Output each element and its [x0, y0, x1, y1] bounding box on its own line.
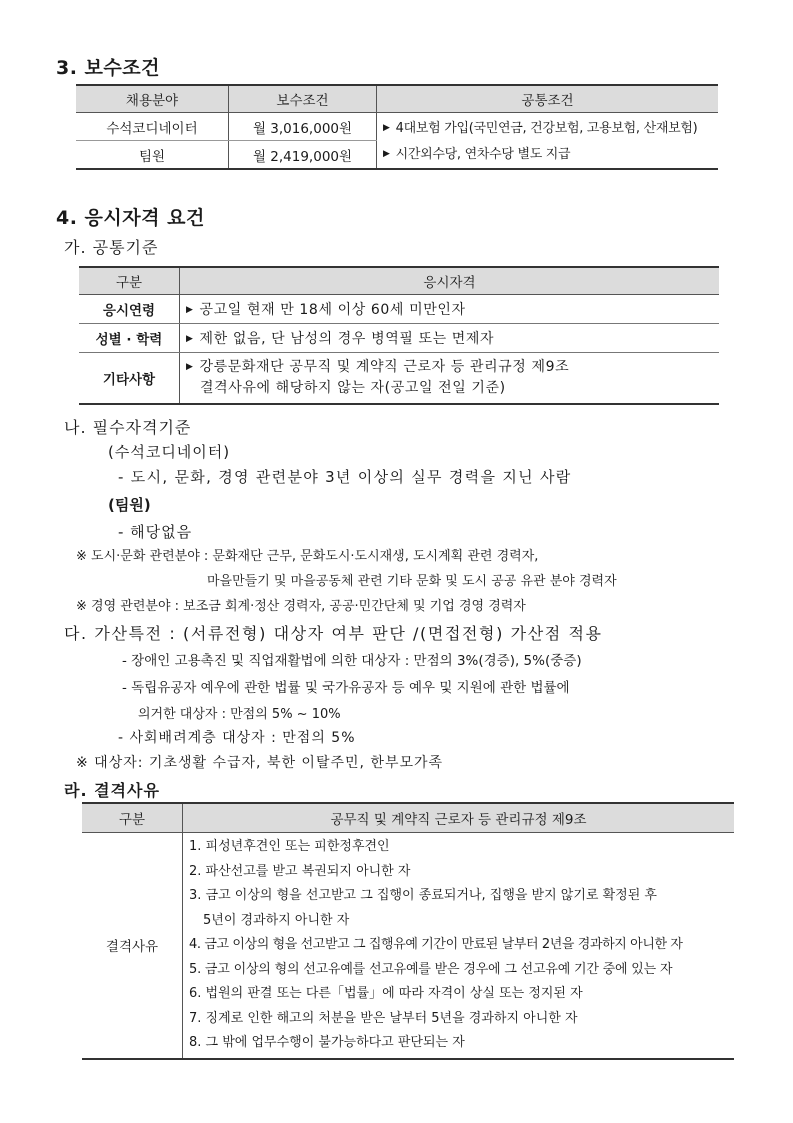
c-item-2b: 의거한 대상자 : 만점의 5% ~ 10%: [138, 707, 341, 722]
b-sub1: (수석코디네이터): [108, 443, 231, 461]
bullet-icon: ▶: [383, 148, 390, 159]
criteria-label: 기타사항: [79, 353, 180, 405]
criteria-text: 공고일 현재 만 18세 이상 60세 미만인자: [199, 302, 466, 318]
list-item: 6. 법원의 판결 또는 다른「법률」에 따라 자격이 상실 또는 정지된 자: [189, 986, 583, 1001]
common-conditions: [377, 113, 719, 170]
list-item: 7. 징계로 인한 해고의 처분을 받은 날부터 5년을 경과하지 아니한 자: [189, 1010, 578, 1026]
b-sub2: (팀원): [108, 496, 151, 514]
note-culture-a: ※ 도시·문화 관련분야 : 문화재단 근무, 문화도시·도시재생, 도시계획 관련 경력자,: [76, 549, 539, 564]
col-header-category: 구분: [79, 267, 180, 295]
b-sub2-item: - 해당없음: [118, 523, 193, 541]
row-pay: 월 3,016,000원: [229, 113, 377, 141]
col-header-pay: 보수조건: [229, 85, 377, 113]
bullet-icon: ▶: [186, 362, 194, 372]
subsection-a-title: 가. 공통기준: [64, 238, 159, 257]
list-item: 5년이 경과하지 아니한 자: [203, 912, 350, 928]
list-item: 1. 피성년후견인 또는 피한정후견인: [189, 839, 390, 854]
criteria-label: 응시연령: [79, 295, 180, 324]
bullet-icon: ▶: [383, 122, 390, 133]
note-culture-b: 마을만들기 및 마을공동체 관련 기타 문화 및 도시 공공 유관 분야 경력자: [207, 574, 617, 589]
b-sub1-item: - 도시, 문화, 경영 관련분야 3년 이상의 실무 경력을 지닌 사람: [118, 468, 572, 486]
criteria-text: 강릉문화재단 공무직 및 계약직 근로자 등 관리규정 제9조: [199, 359, 570, 375]
list-item: 8. 그 밖에 업무수행이 불가능하다고 판단되는 자: [189, 1035, 465, 1050]
list-item: 3. 금고 이상의 형을 선고받고 그 집행이 종료되거나, 집행을 받지 않기로 확정된 후: [189, 888, 657, 903]
criteria-label: 성별 · 학력: [79, 324, 180, 353]
note-management: ※ 경영 관련분야 : 보조금 회계·정산 경력자, 공공·민간단체 및 기업 경영 경력자: [76, 599, 526, 614]
disqualification-table: [82, 802, 734, 1060]
c-item-3: - 사회배려계층 대상자 : 만점의 5%: [118, 730, 356, 746]
row-field: 팀원: [76, 141, 229, 170]
list-item: 4. 금고 이상의 형을 선고받고 그 집행유예 기간이 만료된 날부터 2년을 경과하지 아니한 자: [189, 937, 683, 952]
common-item: 4대보험 가입(국민연금, 건강보험, 고용보험, 산재보험): [395, 120, 698, 136]
list-item: 2. 파산선고를 받고 복권되지 아니한 자: [189, 863, 411, 879]
common-item: 시간외수당, 연차수당 별도 지급: [395, 146, 571, 162]
bullet-icon: ▶: [186, 305, 194, 315]
col-header-field: 채용분야: [76, 85, 229, 113]
c-item-1: - 장애인 고용촉진 및 직업재활법에 의한 대상자 : 만점의 3%(경증), 5%(중증): [122, 653, 582, 669]
list-item: 5. 금고 이상의 형의 선고유예를 선고유예를 받은 경우에 그 선고유예 기간 중에 있는 자: [189, 961, 673, 977]
criteria-value: [180, 353, 720, 405]
common-criteria-table: [79, 266, 719, 405]
pay-table: [76, 84, 718, 170]
col-header-rule: 공무직 및 계약직 근로자 등 관리규정 제9조: [183, 803, 735, 833]
subsection-d-title: 라. 결격사유: [64, 781, 160, 800]
section-3-title: 3. 보수조건: [56, 57, 160, 79]
criteria-value: [180, 295, 720, 324]
c-note: ※ 대상자: 기초생활 수급자, 북한 이탈주민, 한부모가족: [76, 755, 444, 771]
criteria-text: 제한 없음, 단 남성의 경우 병역필 또는 면제자: [199, 331, 495, 347]
col-header-category: 구분: [82, 803, 183, 833]
section-4-title: 4. 응시자격 요건: [56, 207, 205, 229]
col-header-qualification: 응시자격: [180, 267, 720, 295]
col-header-common: 공통조건: [377, 85, 719, 113]
row-pay: 월 2,419,000원: [229, 141, 377, 170]
c-item-2a: - 독립유공자 예우에 관한 법률 및 국가유공자 등 예우 및 지원에 관한 법률에: [122, 680, 570, 696]
subsection-b-title: 나. 필수자격기준: [64, 418, 192, 437]
subsection-c-title: 다. 가산특전 : (서류전형) 대상자 여부 판단 /(면접전형) 가산점 적용: [64, 624, 603, 643]
criteria-value: [180, 324, 720, 353]
criteria-text: 결격사유에 해당하지 않는 자(공고일 전일 기준): [200, 380, 506, 396]
disqualification-list: [183, 833, 735, 1059]
row-field: 수석코디네이터: [76, 113, 229, 141]
bullet-icon: ▶: [186, 334, 194, 344]
disqualification-label: 결격사유: [82, 833, 183, 1059]
